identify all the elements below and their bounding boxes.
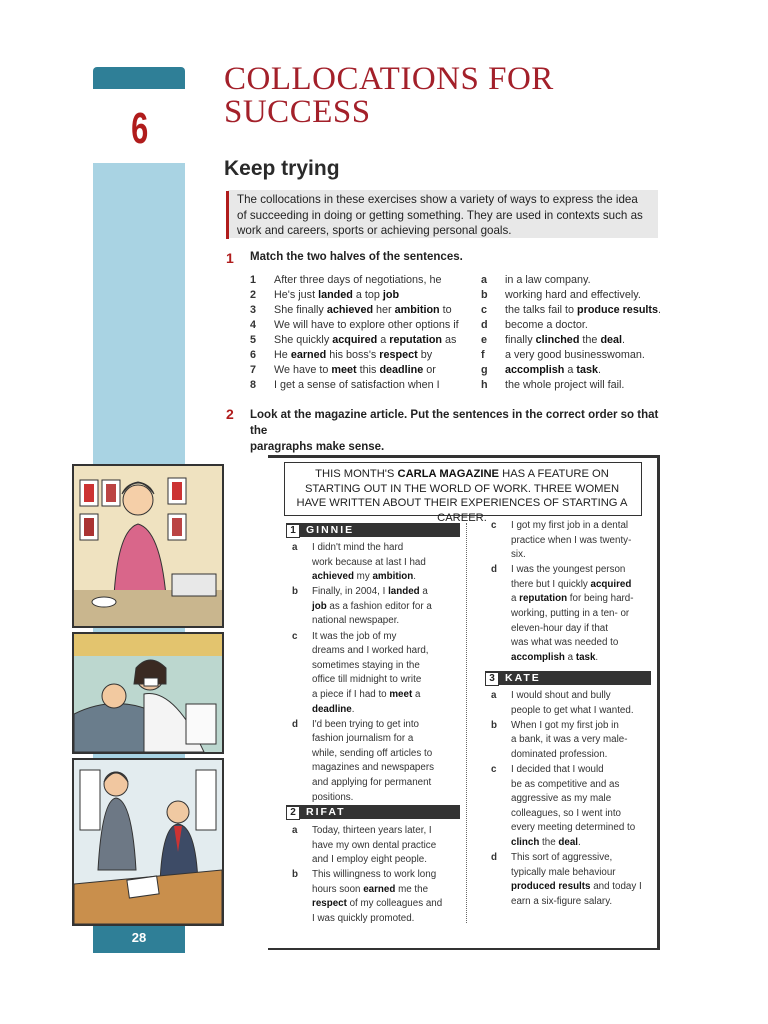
collocation-word: acquired [590, 578, 632, 590]
paragraph-line [312, 541, 426, 556]
paragraph-line [312, 600, 432, 615]
text-fragment: I got my first job in a dental [511, 520, 629, 531]
article-bottom-rule [268, 948, 660, 950]
text-fragment: . [595, 651, 599, 663]
item-key: 5 [250, 334, 257, 346]
text-fragment: sometimes staying in the [312, 659, 420, 671]
text-fragment: a very good businesswoman. [505, 349, 645, 361]
paragraph-line [312, 688, 429, 703]
paragraph-key: a [292, 825, 298, 836]
text-fragment: We have to [274, 364, 332, 376]
paragraph-line [312, 868, 442, 883]
chapter-title [224, 63, 584, 129]
text-fragment: and applying for permanent [312, 777, 432, 789]
text-fragment: It was the job of my [312, 630, 397, 642]
text-fragment: . [622, 334, 626, 346]
text-fragment: I was the youngest person [511, 564, 626, 576]
paragraph-line [312, 630, 429, 645]
text-fragment: the talks fail to [505, 304, 578, 316]
collocation-word: produce results [577, 304, 659, 316]
item-text [274, 288, 399, 303]
intro-text [237, 192, 657, 239]
article-right-rule [657, 458, 660, 948]
text-fragment: When I got my first job in [511, 719, 619, 731]
paragraph-line [312, 644, 429, 659]
paragraph-text [511, 689, 634, 718]
paragraph-line [511, 548, 631, 563]
item-text [274, 273, 441, 288]
text-fragment: of my colleagues and [346, 898, 443, 910]
item-key: 3 [250, 304, 257, 316]
instruction-line: paragraphs make sense. [250, 441, 385, 453]
writer-name-tag [485, 671, 651, 685]
text-fragment: six. [511, 549, 526, 561]
collocation-word: job [312, 600, 327, 612]
paragraph-line [511, 851, 642, 866]
text-fragment: and I employ eight people. [312, 854, 427, 866]
text-fragment: the [539, 836, 559, 848]
collocation-word: ambition [372, 571, 414, 583]
exercise-2-number: 2 [226, 406, 234, 422]
paragraph-line [511, 607, 634, 622]
text-fragment: He [274, 349, 291, 361]
instruction-line: Look at the magazine article. Put the sentences in the correct order so that the [250, 409, 659, 437]
item-key: b [481, 289, 488, 301]
collocation-word: landed [388, 586, 420, 598]
item-key: h [481, 379, 488, 391]
writer-name: KATE [505, 672, 541, 684]
collocation-word: meet [331, 364, 357, 376]
text-fragment: his boss's [326, 349, 380, 361]
item-text [505, 273, 591, 288]
item-text [505, 318, 588, 333]
text-fragment: She quickly [274, 334, 333, 346]
magazine-header-text [290, 467, 634, 525]
text-fragment: practice when I was twenty- [511, 534, 632, 546]
collocation-word: achieved [312, 571, 354, 583]
text-fragment: a [511, 593, 520, 605]
text-fragment: my [353, 571, 373, 583]
text-fragment: She finally [274, 304, 327, 316]
paragraph-key: a [292, 542, 298, 553]
paragraph-text [312, 585, 432, 629]
collocation-word: reputation [389, 334, 443, 346]
paragraph-line [511, 880, 642, 895]
collocation-word: accomplish [505, 364, 565, 376]
text-fragment: Today, thirteen years later, I [312, 825, 432, 836]
paragraph-line [511, 689, 634, 704]
exercise-2-instruction [250, 407, 660, 455]
paragraph-text [511, 519, 631, 563]
paragraph-line [511, 636, 634, 651]
text-fragment: this [356, 364, 380, 376]
paragraph-line [511, 807, 635, 822]
page-number: 28 [131, 930, 147, 945]
text-fragment: . [598, 364, 602, 376]
paragraph-line [312, 853, 436, 868]
text-fragment: as a fashion editor for a [326, 600, 432, 612]
paragraph-line [511, 866, 642, 881]
paragraph-line [511, 704, 634, 719]
item-text [505, 348, 645, 363]
collocation-word: clinched [535, 334, 580, 346]
paragraph-text [312, 824, 436, 868]
item-key: 6 [250, 349, 257, 361]
text-fragment: I get a sense of satisfaction when I [274, 379, 440, 391]
text-fragment: . [578, 836, 581, 848]
item-text [274, 303, 452, 318]
intro-accent-bar [226, 191, 229, 239]
item-key: 1 [250, 274, 257, 286]
item-key: 4 [250, 319, 257, 331]
paragraph-key: b [491, 719, 497, 731]
dentist-illustration [72, 632, 224, 754]
paragraph-key: c [491, 764, 497, 775]
paragraph-text [312, 868, 442, 926]
text-fragment: office till midnight to write [312, 674, 422, 686]
collocation-word: landed [318, 289, 353, 301]
text-fragment: me the [395, 883, 429, 895]
text-fragment: there but I quickly [511, 578, 591, 590]
collocation-word: job [382, 289, 400, 301]
paragraph-key: d [292, 718, 298, 730]
item-text [274, 378, 440, 393]
item-text [274, 363, 436, 378]
text-fragment: every meeting determined to [511, 822, 636, 834]
text-fragment: working, putting in a ten- or [511, 608, 630, 620]
paragraph-line [312, 673, 429, 688]
paragraph-line [511, 748, 628, 763]
text-fragment: fashion journalism for a [312, 733, 414, 745]
paragraph-line [312, 747, 434, 762]
intro-line: work and careers, sports or achieving personal goals. [237, 224, 512, 237]
paragraph-line [312, 776, 434, 791]
collocation-word: respect [312, 898, 347, 910]
item-text [505, 288, 641, 303]
text-fragment: positions. [312, 791, 354, 803]
paragraph-line [511, 792, 635, 807]
writer-name: GINNIE [306, 524, 355, 536]
text-fragment: This willingness to work long [312, 869, 437, 881]
magazine-intro-end: HAS A FEATURE ON STARTING OUT IN THE WORLD OF WORK. THREE WOMEN HAVE WRITTEN ABOUT THEIR EXPERIENCES OF STARTING A CAREER. [296, 468, 628, 524]
text-fragment: magazines and newspapers [312, 762, 434, 774]
exercise-1-instruction: Match the two halves of the sentences. [250, 251, 463, 263]
column-divider [466, 523, 467, 923]
text-fragment: We will have to explore other options if [274, 319, 459, 331]
writer-number: 3 [485, 672, 499, 686]
collocation-word: ambition [394, 304, 440, 316]
paragraph-text [312, 630, 429, 718]
paragraph-line [312, 791, 434, 806]
paragraph-text [511, 719, 628, 763]
item-text [274, 333, 456, 348]
paragraph-line [511, 778, 635, 793]
item-key: 8 [250, 379, 257, 391]
collocation-word: clinch [511, 836, 540, 848]
text-fragment: typically male behaviour [511, 866, 616, 878]
text-fragment: a bank, it was a very male- [511, 734, 628, 746]
paragraph-key: d [491, 564, 497, 576]
paragraph-line [312, 824, 436, 839]
paragraph-line [511, 763, 635, 778]
item-key: e [481, 334, 488, 346]
magazine-intro-start: THIS MONTH'S [315, 468, 398, 480]
paragraph-line [511, 622, 634, 637]
text-fragment: and today I [590, 881, 642, 893]
collocation-word: earned [363, 883, 396, 895]
text-fragment: hours soon [312, 883, 364, 895]
writer-name: RIFAT [306, 806, 346, 818]
text-fragment: I decided that I would [511, 764, 604, 775]
paragraph-line [312, 556, 426, 571]
paragraph-key: a [491, 690, 497, 701]
paragraph-line [511, 733, 628, 748]
item-text [505, 303, 661, 318]
text-fragment: dominated profession. [511, 748, 608, 760]
text-fragment: national newspaper. [312, 615, 400, 627]
collocation-word: achieved [326, 304, 374, 316]
text-fragment: dreams and I worked hard, [312, 645, 429, 657]
item-text [505, 363, 601, 378]
collocation-word: meet [389, 688, 413, 700]
item-key: c [481, 304, 488, 316]
text-fragment: This sort of aggressive, [511, 852, 613, 864]
paragraph-line [312, 718, 434, 733]
chapter-number: 6 [131, 104, 147, 153]
collocation-word: deal [558, 836, 578, 848]
paragraph-text [511, 851, 642, 909]
text-fragment: a [377, 334, 390, 346]
intro-line: The collocations in these exercises show a variety of ways to express the idea [237, 193, 638, 206]
text-fragment: work because at last I had [312, 556, 426, 568]
magazine-name: CARLA MAGAZINE [397, 468, 499, 480]
collocation-word: accomplish [511, 651, 565, 663]
text-fragment: for being hard- [567, 593, 634, 605]
chapter-band-top [93, 67, 185, 89]
paragraph-key: b [292, 586, 298, 598]
paragraph-line [312, 585, 432, 600]
text-fragment: by [417, 349, 433, 361]
collocation-word: produced results [511, 881, 591, 893]
exercise-1-number: 1 [226, 250, 234, 266]
item-key: 2 [250, 289, 257, 301]
text-fragment: as [442, 334, 457, 346]
collocation-word: task [575, 651, 596, 663]
writer-number: 1 [286, 524, 300, 538]
text-fragment: while, sending off articles to [312, 747, 433, 759]
text-fragment: I would shout and bully [511, 690, 611, 701]
paragraph-text [511, 563, 634, 665]
collocation-word: acquired [332, 334, 378, 346]
paragraph-line [312, 839, 436, 854]
collocation-word: deal [600, 334, 623, 346]
text-fragment: a [564, 364, 577, 376]
item-text [274, 348, 432, 363]
text-fragment: colleagues, so I went into [511, 807, 622, 819]
text-fragment: a piece if I had to [312, 688, 390, 700]
text-fragment: people to get what I wanted. [511, 704, 634, 716]
text-fragment: aggressive as my male [511, 793, 612, 805]
article-top-rule [268, 455, 660, 458]
paragraph-line [511, 519, 631, 534]
paragraph-key: b [292, 869, 298, 881]
item-text [505, 333, 625, 348]
office-worker-illustration [72, 464, 224, 628]
text-fragment: He's just [274, 289, 319, 301]
text-fragment: become a doctor. [505, 319, 588, 331]
collocation-word: reputation [519, 593, 568, 605]
item-key: a [481, 274, 488, 286]
text-fragment: a [419, 586, 428, 598]
text-fragment: I didn't mind the hard [312, 542, 404, 553]
writer-number: 2 [286, 806, 300, 820]
text-fragment: After three days of negotiations, he [274, 274, 442, 286]
text-fragment: was what was needed to [511, 637, 619, 649]
text-fragment: in a law company. [505, 274, 591, 286]
collocation-word: earned [290, 349, 327, 361]
paragraph-line [312, 570, 426, 585]
paragraph-line [511, 719, 628, 734]
paragraph-line [312, 761, 434, 776]
text-fragment: earn a six-figure salary. [511, 895, 613, 907]
collocation-word: respect [379, 349, 418, 361]
text-fragment: I'd been trying to get into [312, 718, 419, 730]
business-meeting-illustration [72, 758, 224, 926]
paragraph-text [312, 718, 434, 806]
text-fragment: Finally, in 2004, I [312, 586, 389, 598]
collocation-word: deadline [312, 703, 352, 715]
item-text [274, 318, 459, 333]
text-fragment: have my own dental practice [312, 839, 437, 851]
paragraph-line [511, 578, 634, 593]
item-key: 7 [250, 364, 257, 376]
item-text [505, 378, 624, 393]
text-fragment: . [413, 571, 417, 583]
paragraph-line [312, 614, 432, 629]
text-fragment: . [351, 703, 355, 715]
paragraph-line [511, 821, 635, 836]
paragraph-key: c [491, 520, 497, 531]
text-fragment: to [439, 304, 452, 316]
writer-name-tag [286, 523, 460, 537]
text-fragment: . [658, 304, 662, 316]
title-line-1: COLLOCATIONS FOR [224, 61, 554, 97]
paragraph-line [312, 732, 434, 747]
paragraph-line [312, 703, 429, 718]
text-fragment: finally [505, 334, 536, 346]
text-fragment: the [579, 334, 601, 346]
collocation-word: deadline [379, 364, 424, 376]
text-fragment: a [564, 651, 576, 663]
paragraph-line [511, 534, 631, 549]
text-fragment: a [412, 688, 421, 700]
text-fragment: working hard and effectively. [505, 289, 641, 301]
paragraph-line [312, 883, 442, 898]
paragraph-line [312, 912, 442, 927]
title-line-2: SUCCESS [224, 94, 371, 130]
writer-name-tag [286, 805, 460, 819]
item-key: f [481, 349, 485, 361]
paragraph-line [312, 659, 429, 674]
paragraph-key: c [292, 630, 298, 642]
text-fragment: eleven-hour day if that [511, 622, 608, 634]
paragraph-line [511, 563, 634, 578]
item-key: d [481, 319, 488, 331]
paragraph-line [511, 651, 634, 666]
text-fragment: the whole project will fail. [505, 379, 625, 391]
paragraph-line [511, 836, 635, 851]
paragraph-key: d [491, 852, 497, 864]
paragraph-line [511, 592, 634, 607]
collocation-word: task [576, 364, 599, 376]
paragraph-text [312, 541, 426, 585]
item-key: g [481, 364, 488, 376]
text-fragment: be as competitive and as [511, 778, 620, 790]
text-fragment: her [373, 304, 395, 316]
paragraph-text [511, 763, 635, 851]
section-subtitle: Keep trying [224, 157, 340, 180]
text-fragment: I was quickly promoted. [312, 913, 415, 925]
paragraph-line [312, 897, 442, 912]
text-fragment: or [423, 364, 436, 376]
text-fragment: a top [352, 289, 383, 301]
paragraph-line [511, 895, 642, 910]
intro-line: of succeeding in doing or getting something. They are used in contexts such as [237, 208, 643, 222]
